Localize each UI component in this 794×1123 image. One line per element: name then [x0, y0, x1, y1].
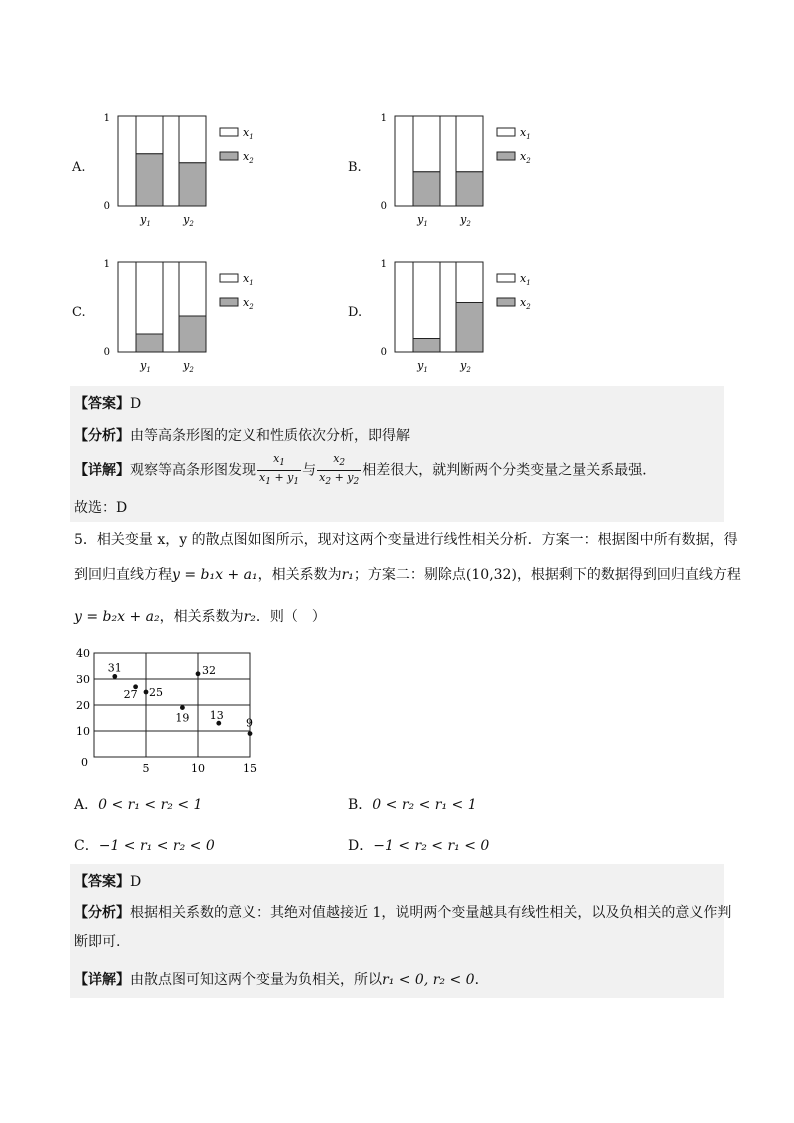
q5-answer	[74, 871, 141, 891]
subscript: 1	[249, 133, 254, 141]
q5-line3-post: ．则（ ）	[255, 609, 326, 625]
bar-x2-segment	[179, 163, 206, 206]
analysis-tag: 【分析】	[74, 428, 130, 444]
q4-answer	[74, 393, 141, 413]
bar-x1-segment	[179, 262, 206, 316]
scatter-point	[112, 674, 117, 679]
subscript: 1	[423, 220, 428, 226]
bar-category-label: $y_2$	[460, 359, 471, 372]
y-tick-label: 30	[76, 673, 90, 686]
bar-x1-segment	[456, 262, 483, 303]
axis-top-label: 1	[103, 259, 110, 270]
point-label: 27	[123, 687, 138, 701]
subscript: 1	[146, 366, 151, 372]
legend-swatch-x2	[497, 298, 515, 306]
legend-label-x2: $x_2$	[243, 150, 254, 165]
bar-chart-b	[377, 108, 547, 226]
bar-category-label: $y_1$	[140, 213, 151, 226]
bar-chart-c	[100, 254, 270, 372]
legend-swatch-x2	[220, 298, 238, 306]
axis-top-label: 1	[103, 113, 110, 124]
subscript: 2	[249, 157, 254, 165]
q5-r1: r₁	[341, 567, 354, 583]
option-text: 0 < r₁ < r₂ < 1	[98, 797, 203, 813]
bar-category-label: $y_1$	[417, 359, 428, 372]
point-label: 9	[246, 716, 253, 730]
subscript: 2	[189, 220, 194, 226]
subscript: 2	[526, 303, 531, 311]
subscript: 2	[466, 220, 471, 226]
point-label: 25	[149, 686, 163, 699]
legend-label-x1: $x_1$	[520, 126, 531, 141]
bar-category-label: $y_1$	[140, 359, 151, 372]
bar-x1-segment	[136, 116, 163, 154]
q5-analysis-cont: 断即可.	[74, 934, 121, 950]
answer-value: D	[130, 874, 142, 890]
point-label: 13	[209, 709, 224, 723]
detail-mid: 与	[302, 462, 317, 479]
option-c-label: C.	[72, 305, 86, 320]
bar-x2-segment	[413, 339, 440, 353]
option-text: −1 < r₂ < r₁ < 0	[373, 838, 490, 854]
legend-swatch-x1	[220, 274, 238, 282]
q5-line2	[74, 564, 741, 584]
q5-option-a	[74, 794, 202, 814]
detail-math: r₁ < 0, r₂ < 0	[382, 972, 475, 988]
q5-line2-post: ，根据剩下的数据得到回归直线方程	[516, 567, 741, 583]
detail-tag: 【详解】	[74, 972, 130, 988]
subscript: 1	[526, 133, 531, 141]
q5-detail	[74, 969, 489, 989]
subscript: 1	[146, 220, 151, 226]
analysis-text: 由等高条形图的定义和性质依次分析，即得解	[130, 428, 410, 444]
q5-line1: 5．相关变量 x，y 的散点图如图所示，现对这两个变量进行线性相关分析．方案一：根据图中所有数据，得	[74, 532, 738, 548]
subscript: 1	[526, 279, 531, 287]
y-tick-label: 10	[76, 725, 90, 738]
option-text: −1 < r₁ < r₂ < 0	[98, 838, 215, 854]
answer-tag: 【答案】	[74, 874, 130, 890]
q5-eq2: y = b₂x + a₂	[74, 609, 160, 625]
q5-line2-pre: 到回归直线方程	[74, 567, 172, 583]
legend-swatch-x2	[220, 152, 238, 160]
bar-x2-segment	[179, 316, 206, 352]
axis-top-label: 1	[380, 113, 387, 124]
q5-line2-mid: ，相关系数为	[257, 567, 342, 583]
q5-option-b	[348, 794, 477, 814]
axis-bottom-label: 0	[103, 347, 110, 358]
legend-label-x2: $x_2$	[520, 150, 531, 165]
scatter-point	[180, 705, 185, 710]
legend-label-x1: $x_1$	[243, 126, 254, 141]
option-a-label: A.	[72, 160, 86, 175]
q5-point: (10,32)	[465, 567, 517, 583]
scatter-point	[196, 671, 201, 676]
bar-x1-segment	[413, 116, 440, 172]
bar-x2-segment	[413, 172, 440, 206]
axis-bottom-label: 0	[380, 347, 387, 358]
legend-swatch-x1	[497, 128, 515, 136]
scatter-point	[144, 690, 149, 695]
axis-bottom-label: 0	[103, 201, 110, 212]
bar-x2-segment	[456, 303, 483, 353]
option-label: C．	[74, 838, 99, 854]
bar-category-label: $y_2$	[460, 213, 471, 226]
analysis-text: 根据相关系数的意义：其绝对值越接近 1，说明两个变量越具有线性相关，以及负相关的意义作判	[130, 905, 732, 921]
bar-x2-segment	[136, 334, 163, 352]
legend-label-x2: $x_2$	[243, 296, 254, 311]
q5-analysis	[74, 902, 731, 922]
q4-choice: 故选：D	[74, 500, 128, 516]
bar-x1-segment	[179, 116, 206, 163]
legend-swatch-x1	[220, 128, 238, 136]
q4-detail	[74, 452, 656, 489]
bar-chart-d	[377, 254, 547, 372]
axis-top-label: 1	[380, 259, 387, 270]
x-tick-label: 15	[243, 762, 257, 775]
detail-pre: 由散点图可知这两个变量为负相关，所以	[130, 972, 382, 988]
scatter-point	[248, 731, 253, 736]
y-tick-label: 40	[76, 647, 90, 660]
y-tick-label: 20	[76, 699, 90, 712]
legend-swatch-x2	[497, 152, 515, 160]
subscript: 2	[249, 303, 254, 311]
fraction-2: $\frac{x_2}{x_2 + y_2}$	[319, 452, 360, 488]
bar-x2-segment	[136, 154, 163, 206]
bar-x1-segment	[136, 262, 163, 334]
q5-option-c	[74, 835, 215, 855]
option-label: D．	[348, 838, 374, 854]
subscript: 2	[189, 366, 194, 372]
subscript: 1	[249, 279, 254, 287]
q5-eq1: y = b₁x + a₁	[172, 567, 258, 583]
x-tick-label: 10	[191, 762, 205, 775]
subscript: 2	[526, 157, 531, 165]
analysis-tag: 【分析】	[74, 905, 130, 921]
option-label: B．	[348, 797, 373, 813]
subscript: 1	[423, 366, 428, 372]
detail-post: ．	[474, 972, 489, 988]
option-d-label: D.	[348, 305, 363, 320]
x-tick-label: 0	[81, 756, 88, 769]
bar-category-label: $y_1$	[417, 213, 428, 226]
legend-label-x1: $x_1$	[243, 272, 254, 287]
scatter-plot	[70, 640, 270, 780]
q4-analysis	[74, 425, 410, 445]
bar-x1-segment	[413, 262, 440, 339]
fraction-1: $\frac{x_1}{x_1 + y_1}$	[259, 452, 300, 488]
bar-x1-segment	[456, 116, 483, 172]
option-text: 0 < r₂ < r₁ < 1	[372, 797, 477, 813]
bar-category-label: $y_2$	[183, 213, 194, 226]
bar-chart-a	[100, 108, 270, 226]
q5-line3	[74, 606, 326, 626]
answer-tag: 【答案】	[74, 396, 130, 412]
legend-label-x2: $x_2$	[520, 296, 531, 311]
option-b-label: B.	[348, 160, 362, 175]
point-label: 31	[107, 661, 122, 675]
q5-option-d	[348, 835, 489, 855]
axis-bottom-label: 0	[380, 201, 387, 212]
bar-category-label: $y_2$	[183, 359, 194, 372]
x-tick-label: 5	[142, 762, 150, 775]
detail-post: 相差很大，就判断两个分类变量之量关系最强．	[362, 462, 657, 479]
q5-r2: r₂	[243, 609, 256, 625]
option-label: A．	[74, 797, 99, 813]
detail-tag: 【详解】	[74, 462, 130, 479]
legend-swatch-x1	[497, 274, 515, 282]
point-label: 32	[202, 663, 216, 677]
q5-line3-mid: ，相关系数为	[159, 609, 244, 625]
detail-pre: 观察等高条形图发现	[130, 462, 256, 479]
legend-label-x1: $x_1$	[520, 272, 531, 287]
bar-x2-segment	[456, 172, 483, 206]
answer-value: D	[130, 396, 142, 412]
q5-line2-mid2: ；方案二：剔除点	[353, 567, 466, 583]
point-label: 19	[175, 711, 190, 725]
subscript: 2	[466, 366, 471, 372]
